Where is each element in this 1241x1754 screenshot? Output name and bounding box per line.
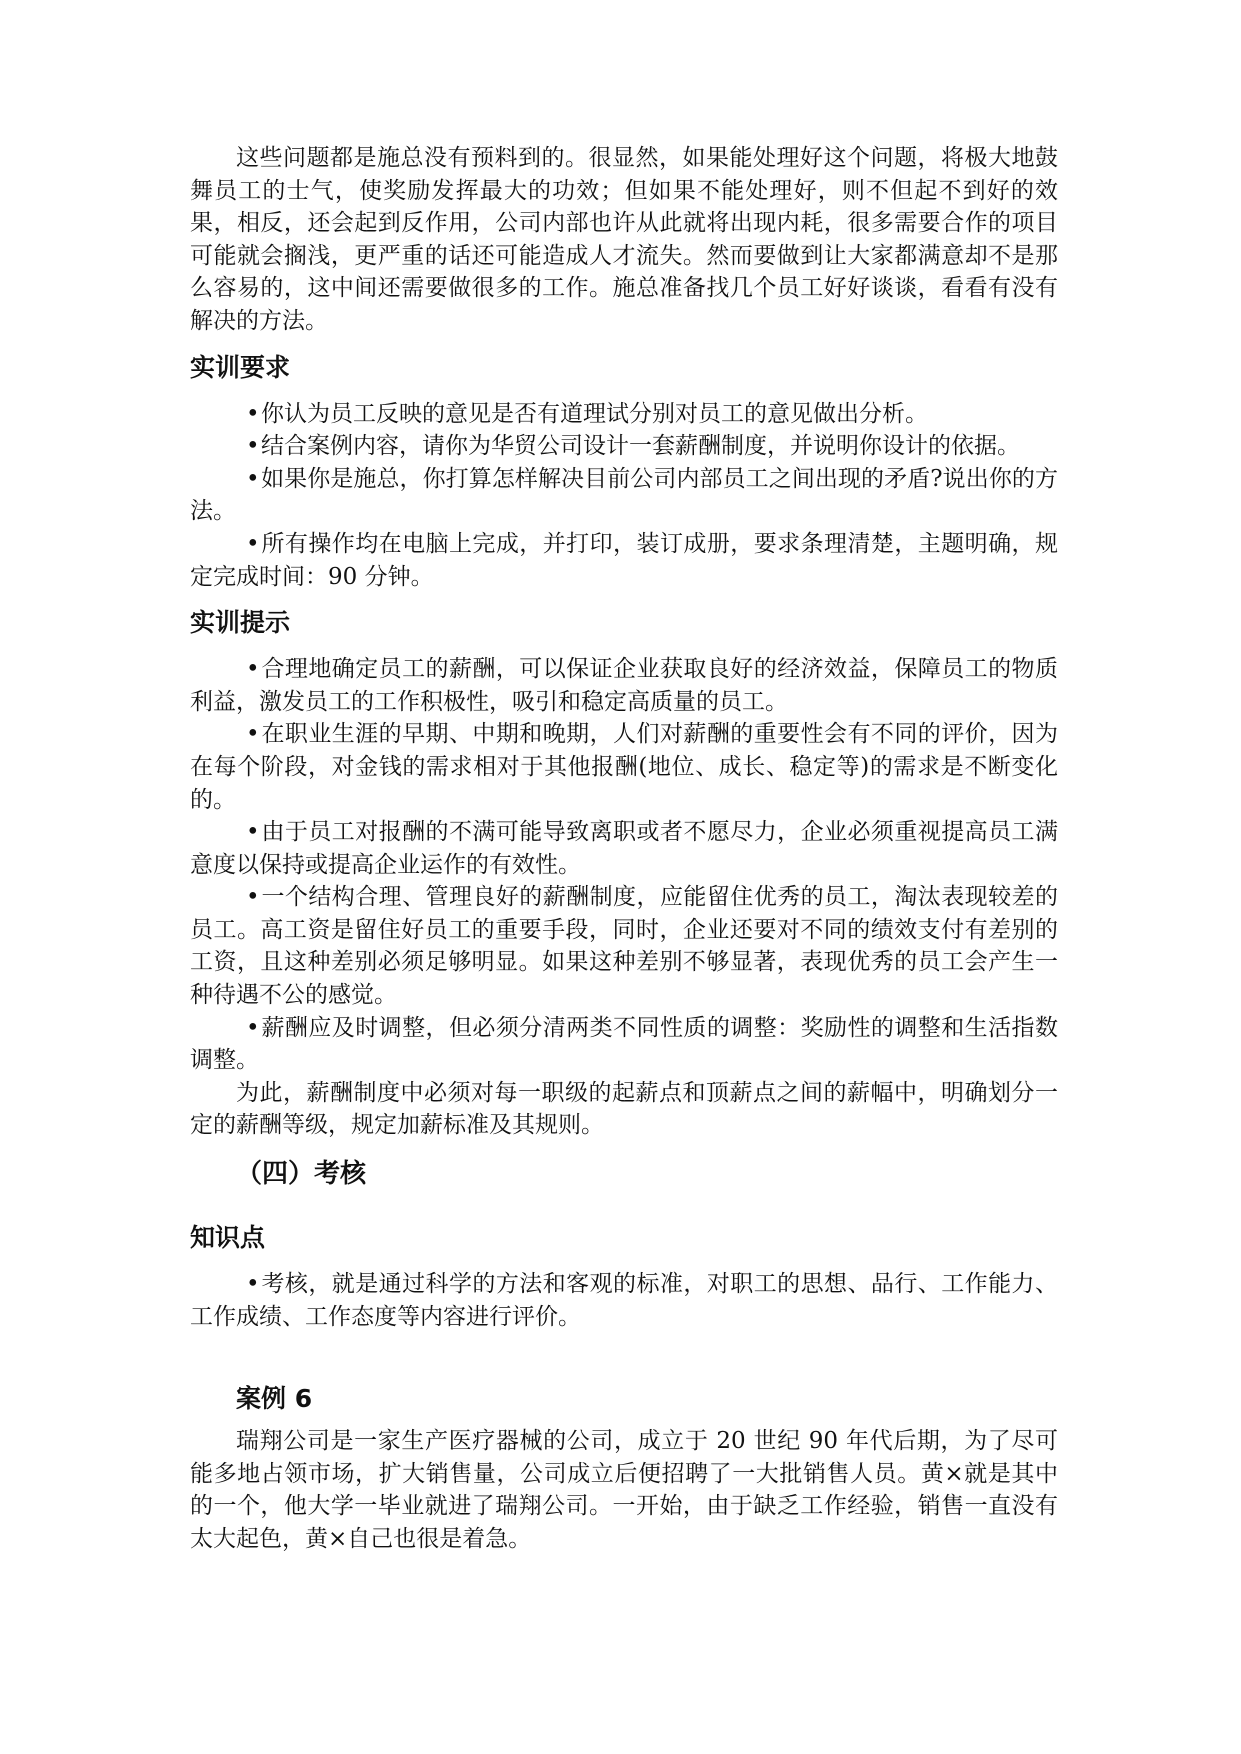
case6-section [190,1381,1058,1555]
bullet-icon: • [246,819,260,846]
section-four-title: （四）考核 [236,1159,367,1190]
case6-paragraph: 瑞翔公司是一家生产医疗器械的公司，成立于 20 世纪 90 年代后期，为了尽可能多地占领市场，扩大销售量，公司成立后便招聘了一大批销售人员。黄×就是其中的一个，他大学一毕业就进了瑞翔公司。一开始，由于缺乏工作经验，销售一直没有太大起色，黄×自己也很是着急。 [190,1428,1058,1552]
requirements-heading: 实训要求 [190,352,291,382]
hints-section [190,605,1058,1142]
bullet-icon: • [246,884,260,911]
hint-item: •薪酬应及时调整，但必须分清两类不同性质的调整：奖励性的调整和生活指数调整。 [190,1012,1058,1077]
bullet-icon: • [246,465,260,492]
requirement-item: •所有操作均在电脑上完成，并打印，装订成册，要求条理清楚，主题明确，规定完成时间：90 分钟。 [190,528,1058,593]
bullet-icon: • [246,400,260,427]
hints-closing-paragraph: 为此，薪酬制度中必须对每一职级的起薪点和顶薪点之间的薪幅中，明确划分一定的薪酬等级，规定加薪标准及其规则。 [190,1079,1058,1139]
knowledge-section [190,1220,1058,1333]
hints-heading: 实训提示 [190,608,291,638]
requirement-item: •如果你是施总，你打算怎样解决目前公司内部员工之间出现的矛盾?说出你的方法。 [190,463,1058,528]
knowledge-heading: 知识点 [190,1223,266,1253]
knowledge-item: •考核，就是通过科学的方法和客观的标准，对职工的思想、品行、工作能力、工作成绩、工作态度等内容进行评价。 [190,1268,1058,1333]
intro-paragraph: 这些问题都是施总没有预料到的。很显然，如果能处理好这个问题，将极大地鼓舞员工的士气，使奖励发挥最大的功效；但如果不能处理好，则不但起不到好的效果，相反，还会起到反作用，公司内部也许从此就将出现内耗，很多需要合作的项目可能就会搁浅，更严重的话还可能造成人才流失。然而要做到让大家都满意却不是那么容易的，这中间还需要做很多的工作。施总准备找几个员工好好谈谈，看看有没有解决的方法。 [190,145,1058,334]
bullet-icon: • [246,433,260,460]
bullet-icon: • [246,1014,260,1041]
case6-title: 案例 6 [236,1384,313,1414]
bullet-icon: • [246,656,260,683]
bullet-icon: • [246,530,260,557]
hint-item: •合理地确定员工的薪酬，可以保证企业获取良好的经济效益，保障员工的物质利益，激发员工的工作积极性，吸引和稳定高质量的员工。 [190,653,1058,718]
hint-item: •一个结构合理、管理良好的薪酬制度，应能留住优秀的员工，淘汰表现较差的员工。高工资是留住好员工的重要手段，同时，企业还要对不同的绩效支付有差别的工资，且这种差别必须足够明显。如果这种差别不够显著，表现优秀的员工会产生一种待遇不公的感觉。 [190,881,1058,1011]
hint-item: •在职业生涯的早期、中期和晚期，人们对薪酬的重要性会有不同的评价，因为在每个阶段，对金钱的需求相对于其他报酬(地位、成长、稳定等)的需求是不断变化的。 [190,718,1058,816]
hint-item: •由于员工对报酬的不满可能导致离职或者不愿尽力，企业必须重视提高员工满意度以保持或提高企业运作的有效性。 [190,816,1058,881]
bullet-icon: • [246,721,260,748]
document-page [190,142,1058,1556]
bullet-icon: • [246,1271,260,1298]
requirement-item: •你认为员工反映的意见是否有道理试分别对员工的意见做出分析。 [190,398,1058,431]
requirements-section [190,350,1058,594]
requirement-item: •结合案例内容，请你为华贸公司设计一套薪酬制度，并说明你设计的依据。 [190,430,1058,463]
